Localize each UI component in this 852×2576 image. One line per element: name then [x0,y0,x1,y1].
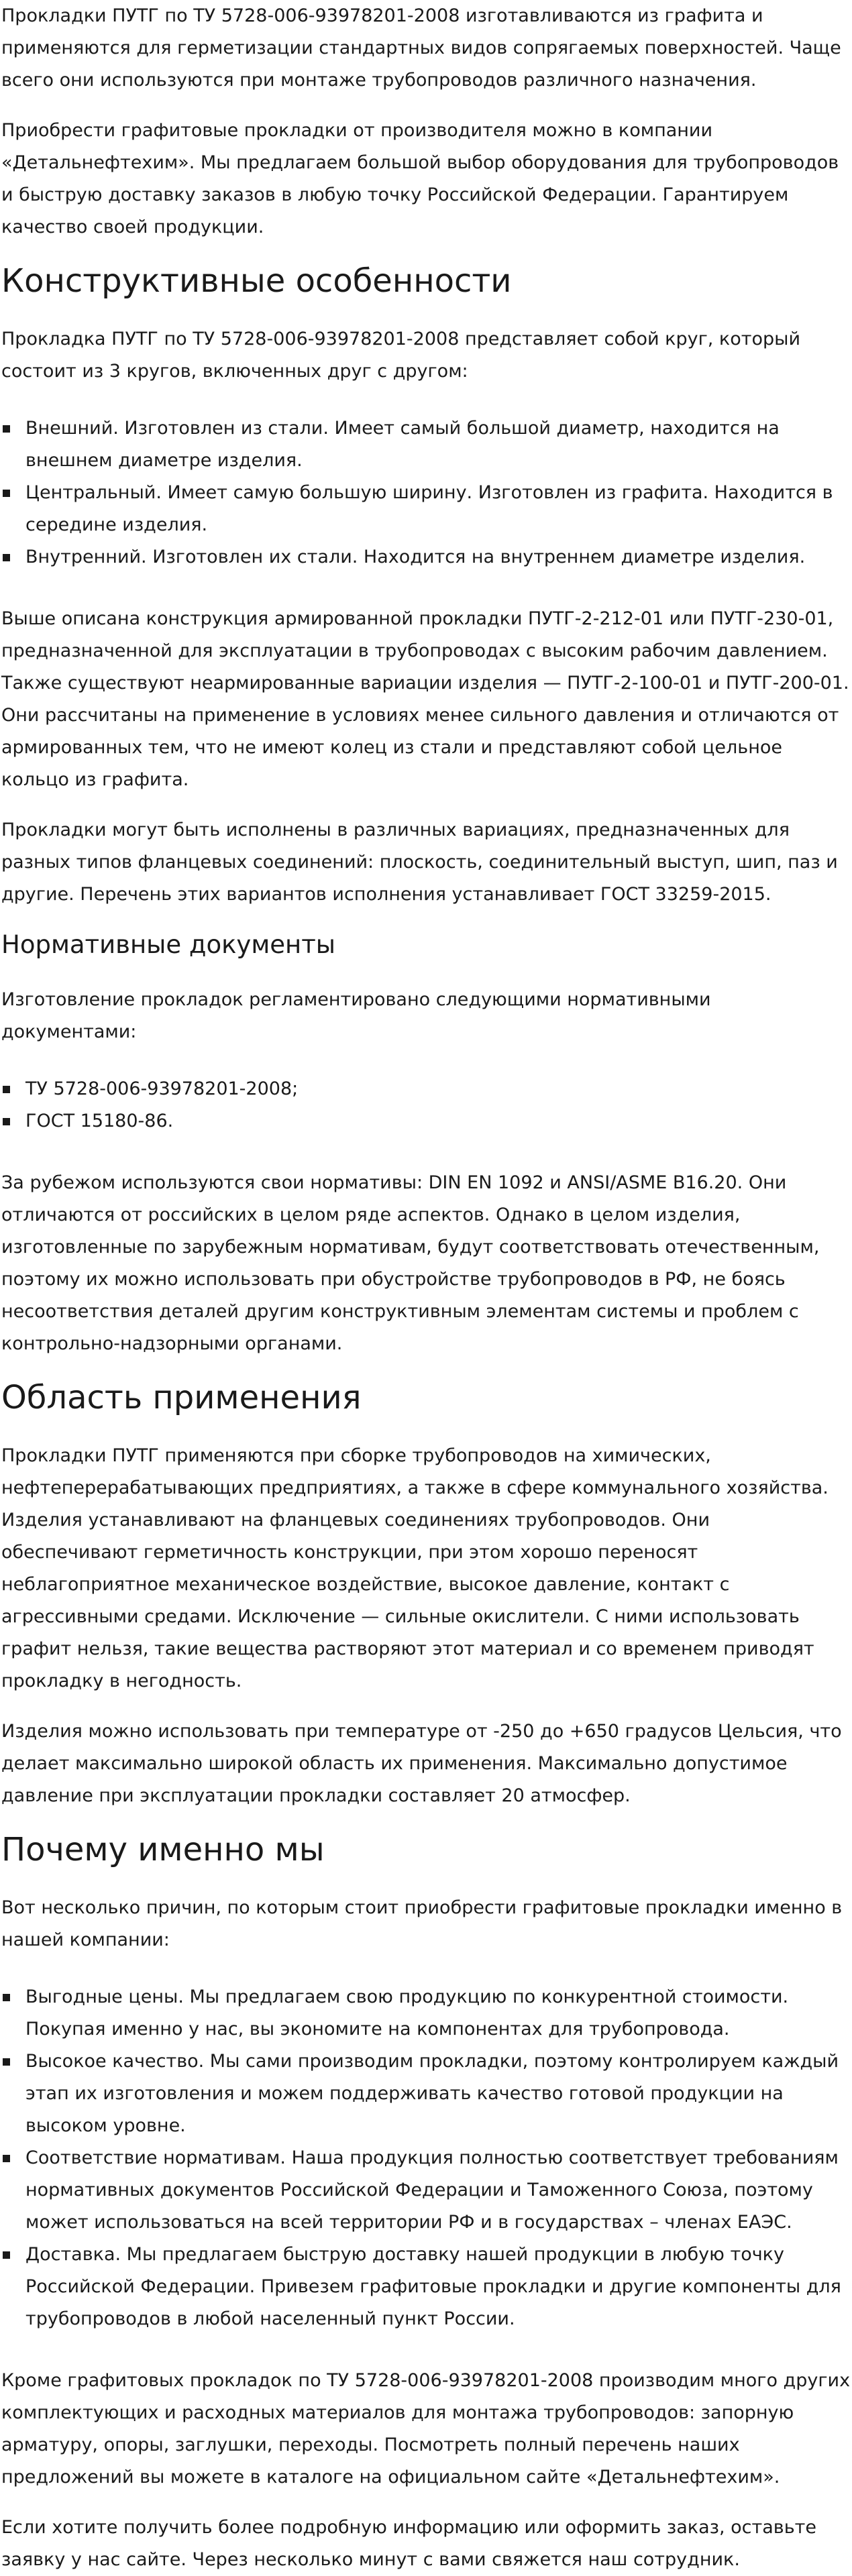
list-item: Центральный. Имеет самую большую ширину. Изготовлен из графита. Находится в середине изделия. [1,477,851,541]
design-heading: Конструктивные особенности [1,262,512,300]
list-item: ГОСТ 15180-86. [1,1105,851,1137]
docs-paragraph-2: За рубежом используются свои нормативы: DIN EN 1092 и ANSI/ASME B16.20. Они отличаются от российских в целом ряде аспектов. Однако в целом изделия, изготовленные по зарубежным нормативам, будут соответствовать отечественным, поэтому их можно использовать при обустройстве трубопроводов в РФ, не боясь несоответствия деталей другим конструктивным элементам системы и проблем с контрольно-надзорными органами. [1,1172,820,1354]
intro-paragraph-2: Приобрести графитовые прокладки от производителя можно в компании «Детальнефтехим». Мы предлагаем большой выбор оборудования для трубопроводов и быструю доставку заказов в любую точку Российской Федерации. Гарантируем качество своей продукции. [1,120,839,237]
design-paragraph-1: Прокладка ПУТГ по ТУ 5728-006-93978201-2008 представляет собой круг, который состоит из 3 кругов, включенных друг с другом: [1,329,800,382]
design-paragraph-2: Выше описана конструкция армированной прокладки ПУТГ-2-212-01 или ПУТГ-230-01, предназначенной для эксплуатации в трубопроводах с высоким рабочим давлением. Также существуют неармированные вариации изделия — ПУТГ-2-100-01 и ПУТГ-200-01. Они рассчитаны на применение в условиях менее сильного давления и отличаются от армированных тем, что не имеют колец из стали и представляют собой цельное кольцо из графита. [1,608,849,790]
intro-paragraph-1: Прокладки ПУТГ по ТУ 5728-006-93978201-2008 изготавливаются из графита и применяются для герметизации стандартных видов сопрягаемых поверхностей. Чаще всего они используются при монтаже трубопроводов различного назначения. [1,5,841,91]
why-paragraph-3: Если хотите получить более подробную информацию или оформить заказ, оставьте заявку у нас сайте. Через несколько минут с вами свяжется наш сотрудник. [1,2517,816,2570]
list-item: Выгодные цены. Мы предлагаем свою продукцию по конкурентной стоимости. Покупая именно у нас, вы экономите на компонентах для трубопровода. [1,1981,851,2046]
why-paragraph-2: Кроме графитовых прокладок по ТУ 5728-006-93978201-2008 производим много других комплектующих и расходных материалов для монтажа трубопроводов: запорную арматуру, опоры, заглушки, переходы. Посмотреть полный перечень наших предложений вы можете в каталоге на официальном сайте «Детальнефтехим». [1,2370,851,2487]
usage-heading: Область применения [1,1379,362,1416]
list-item: Доставка. Мы предлагаем быструю доставку нашей продукции в любую точку Российской Федерации. Привезем графитовые прокладки и другие компоненты для трубопроводов в любой населенный пункт России. [1,2239,851,2335]
list-item: Внешний. Изготовлен из стали. Имеет самый большой диаметр, находится на внешнем диаметре изделия. [1,412,851,477]
why-paragraph-1: Вот несколько причин, по которым стоит приобрести графитовые прокладки именно в нашей компании: [1,1897,843,1950]
usage-paragraph-2: Изделия можно использовать при температуре от -250 до +650 градусов Цельсия, что делает максимально широкой область их применения. Максимально допустимое давление при эксплуатации прокладки составляет 20 атмосфер. [1,1721,842,1806]
design-list [1,406,851,573]
list-item: Внутренний. Изготовлен их стали. Находится на внутреннем диаметре изделия. [1,541,851,573]
list-item: Высокое качество. Мы сами производим прокладки, поэтому контролируем каждый этап их изготовления и можем поддерживать качество готовой продукции на высоком уровне. [1,2046,851,2142]
docs-heading: Нормативные документы [1,930,335,959]
why-heading: Почему именно мы [1,1831,325,1868]
design-paragraph-3: Прокладки могут быть исполнены в различных вариациях, предназначенных для разных типов фланцевых соединений: плоскость, соединительный выступ, шип, паз и другие. Перечень этих вариантов исполнения устанавливает ГОСТ 33259-2015. [1,820,838,905]
docs-list [1,1066,851,1137]
usage-paragraph-1: Прокладки ПУТГ применяются при сборке трубопроводов на химических, нефтеперерабатывающих предприятиях, а также в сфере коммунального хозяйства. Изделия устанавливают на фланцевых соединениях трубопроводов. Они обеспечивают герметичность конструкции, при этом хорошо переносят неблагоприятное механическое воздействие, высокое давление, контакт с агрессивными средами. Исключение — сильные окислители. С ними использовать графит нельзя, такие вещества растворяют этот материал и со временем приводят прокладку в негодность. [1,1445,829,1691]
docs-paragraph-1: Изготовление прокладок регламентировано следующими нормативными документами: [1,989,711,1042]
list-item: Соответствие нормативам. Наша продукция полностью соответствует требованиям нормативных документов Российской Федерации и Таможенного Союза, поэтому может использоваться на всей территории РФ и в государствах – членах ЕАЭС. [1,2142,851,2239]
list-item: ТУ 5728-006-93978201-2008; [1,1073,851,1105]
why-list [1,1974,851,2335]
